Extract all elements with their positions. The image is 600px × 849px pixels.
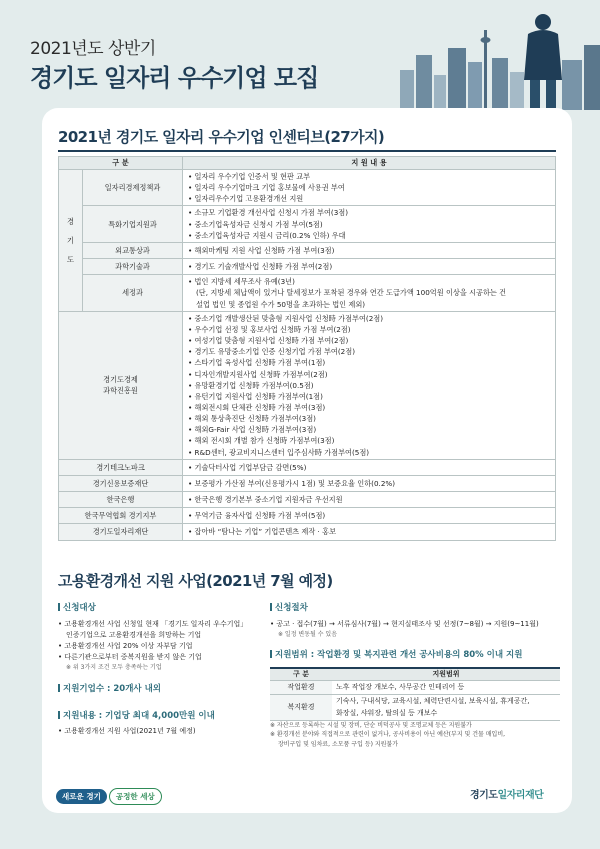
support-content-heading: 지원내용 : 기업당 최대 4,000만원 이내 xyxy=(58,710,258,724)
city-skyline-illustration xyxy=(380,0,600,110)
items-cell: • 중소기업 개발생산된 맞춤형 지원사업 신청時 가점부여(2점) • 우수기업 선정 및 홍보사업 신청時 가점 부여(2점) • 여성기업 맞춤형 지원사업 신청時 가점 부여(2점) • 경기도 유망중소기업 인증 신청기업 가점 부여(2점) • 스타기업 육성사업 신청時 가점 부여(1점) • 디자인개발지원사업 신청時 가점부여(2점) • 유망환경기업 신청時 가점부여(0.5점) • 유턴기업 지원사업 신청時 가점부여(1점) • 해외전시회 단체관 신청時 가점 부여(3점) • 해외 통상촉진단 신청時 가점부여(3점) • 해외G-Fair 사업 신청時 가점부여(3점) • 해외 전시회 개별 참가 신청時 가점부여(3점) • R&D센터, 광교비지니스센터 입주심사時 가점부여(5점) xyxy=(183,311,556,459)
items-cell: • 잡아바 “탐나는 기업” 기업콘텐츠 제작 · 홍보 xyxy=(183,524,556,540)
range-note: ※ 자산으로 등록하는 시설 및 장비, 단순 비덕공사 및 조명교체 등은 지원불가 xyxy=(270,721,472,729)
table-row xyxy=(59,275,556,311)
range-note: ※ 환경개선 분야와 직접적으로 관련이 없거나, 공사비용이 아닌 예산(부지 및 건물 매입비, xyxy=(270,731,506,739)
range-note: 장비구입 및 임차료, 소모품 구입 등) 지원불가 xyxy=(278,740,399,748)
support-section-title: 고용환경개선 지원 사업(2021년 7월 예정) xyxy=(58,572,333,590)
items-cell: • 일자리 우수기업 인증서 및 현판 교부 • 일자리 우수기업마크 기업 홍보물에 사용권 부여 • 일자리우수기업 고용환경개선 지원 xyxy=(183,170,556,206)
items-cell: • 경기도 기술개발사업 신청時 가점 부여(2점) xyxy=(183,259,556,275)
gyeonggi-province-label: 경 기 도 xyxy=(59,170,83,312)
category-cell: 과학기술과 xyxy=(83,259,183,275)
procedure-note: ※ 일정 변동될 수 있음 xyxy=(278,630,338,638)
table-row xyxy=(59,206,556,242)
eligibility-line: • 고용환경개선 사업 20% 이상 자부담 기업 xyxy=(58,641,258,652)
category-cell: 경기도일자리재단 xyxy=(59,524,183,540)
page-title: 경기도 일자리 우수기업 모집 xyxy=(30,64,319,92)
items-cell: • 해외마케팅 지원 사업 신청時 가점 부여(3점) xyxy=(183,242,556,258)
items-cell: • 소규모 기업환경 개선사업 신청시 가점 부여(3점) • 중소기업육성자금 신청시 가점 부여(5점) • 중소기업육성자금 지원시 금리(0.2% 인하) 우대 xyxy=(183,206,556,242)
table-row xyxy=(59,524,556,540)
range-table xyxy=(270,667,560,721)
procedure-line: • 공고 · 접수(7월) → 서류심사(7월) → 현지실태조사 및 선정(7~8월) → 지원(9~11월) xyxy=(270,619,560,630)
company-count-heading: 지원기업수 : 20개사 내외 xyxy=(58,683,258,697)
category-cell: 일자리경제정책과 xyxy=(83,170,183,206)
section-divider xyxy=(58,150,556,152)
items-cell: • 한국은행 경기본부 중소기업 지원자금 우선지원 xyxy=(183,492,556,508)
eligibility-note: ※ 위 3가지 조건 모두 충족하는 기업 xyxy=(66,664,162,672)
table-header-category: 구 분 xyxy=(59,157,183,170)
support-right-column xyxy=(270,602,560,750)
items-cell: • 기술닥터사업 기업부담금 감면(5%) xyxy=(183,459,556,475)
table-row xyxy=(59,259,556,275)
procedure-heading: 신청절차 xyxy=(270,602,560,616)
category-cell: 외교통상과 xyxy=(83,242,183,258)
table-row xyxy=(59,242,556,258)
category-cell: 경기테크노파크 xyxy=(59,459,183,475)
table-row xyxy=(59,492,556,508)
items-cell: • 무역기금 융자사업 신청時 가점 부여(5점) xyxy=(183,508,556,524)
table-header-content: 지 원 내 용 xyxy=(183,157,556,170)
range-header-type: 구 분 xyxy=(270,668,332,681)
table-row xyxy=(59,459,556,475)
table-row: 복지환경 기숙사, 구내식당, 교육시설, 체력단련시설, 보육시설, 휴게공간, 화장실, 샤워장, 탈의실 등 개보수 xyxy=(270,695,560,720)
eligibility-line: • 고용환경개선 사업 신청일 현재 「경기도 일자리 우수기업」 xyxy=(58,619,258,630)
category-cell: 경기신용보증재단 xyxy=(59,475,183,491)
range-heading: 지원범위 : 작업환경 및 복지관련 개선 공사비용의 80% 이내 지원 xyxy=(270,649,560,663)
table-row: 작업환경 노후 작업장 개보수, 사무공간 인테리어 등 xyxy=(270,681,560,695)
table-row xyxy=(59,170,556,206)
items-cell: • 보증평가 가산점 부여(신용평가시 1점) 및 보증요율 인하(0.2%) xyxy=(183,475,556,491)
slogan xyxy=(56,788,162,805)
eligibility-line: 인증기업으로 고용환경개선을 희망하는 기업 xyxy=(66,630,202,639)
category-cell: 세정과 xyxy=(83,275,183,311)
category-cell: 특화기업지원과 xyxy=(83,206,183,242)
table-row xyxy=(59,311,556,459)
table-row xyxy=(59,508,556,524)
category-cell: 한국무역협회 경기지부 xyxy=(59,508,183,524)
org-logo: 경기도일자리재단 xyxy=(470,790,544,801)
range-header-scope: 지원범위 xyxy=(332,668,560,681)
slogan-fair-world: 공정한 세상 xyxy=(109,788,162,805)
eligibility-heading: 신청대상 xyxy=(58,602,258,616)
category-cell: 경기도경제 과학진흥원 xyxy=(59,311,183,459)
support-content-line: • 고용환경개선 지원 사업(2021년 7월 예정) xyxy=(58,726,258,737)
items-cell: • 법인 지방세 세무조사 유예(3년) (단, 지방세 체납액이 있거나 탈세정보가 포착된 경우와 연간 도급가액 100억원 이상을 시공하는 건 설업 법인 및 종업원 수가 50명을 초과하는 법인 제외) xyxy=(183,275,556,311)
incentive-section-title: 2021년 경기도 일자리 우수기업 인센티브(27가지) xyxy=(58,128,385,146)
header xyxy=(0,0,600,110)
eligibility-line: • 다른기관으로부터 중복지원을 받지 않은 기업 xyxy=(58,652,258,663)
table-row xyxy=(59,475,556,491)
incentive-table xyxy=(58,156,556,541)
category-cell: 한국은행 xyxy=(59,492,183,508)
page-subtitle: 2021년도 상반기 xyxy=(30,39,156,59)
slogan-new-gyeonggi: 새로운 경기 xyxy=(56,789,107,804)
support-left-column xyxy=(58,602,258,737)
